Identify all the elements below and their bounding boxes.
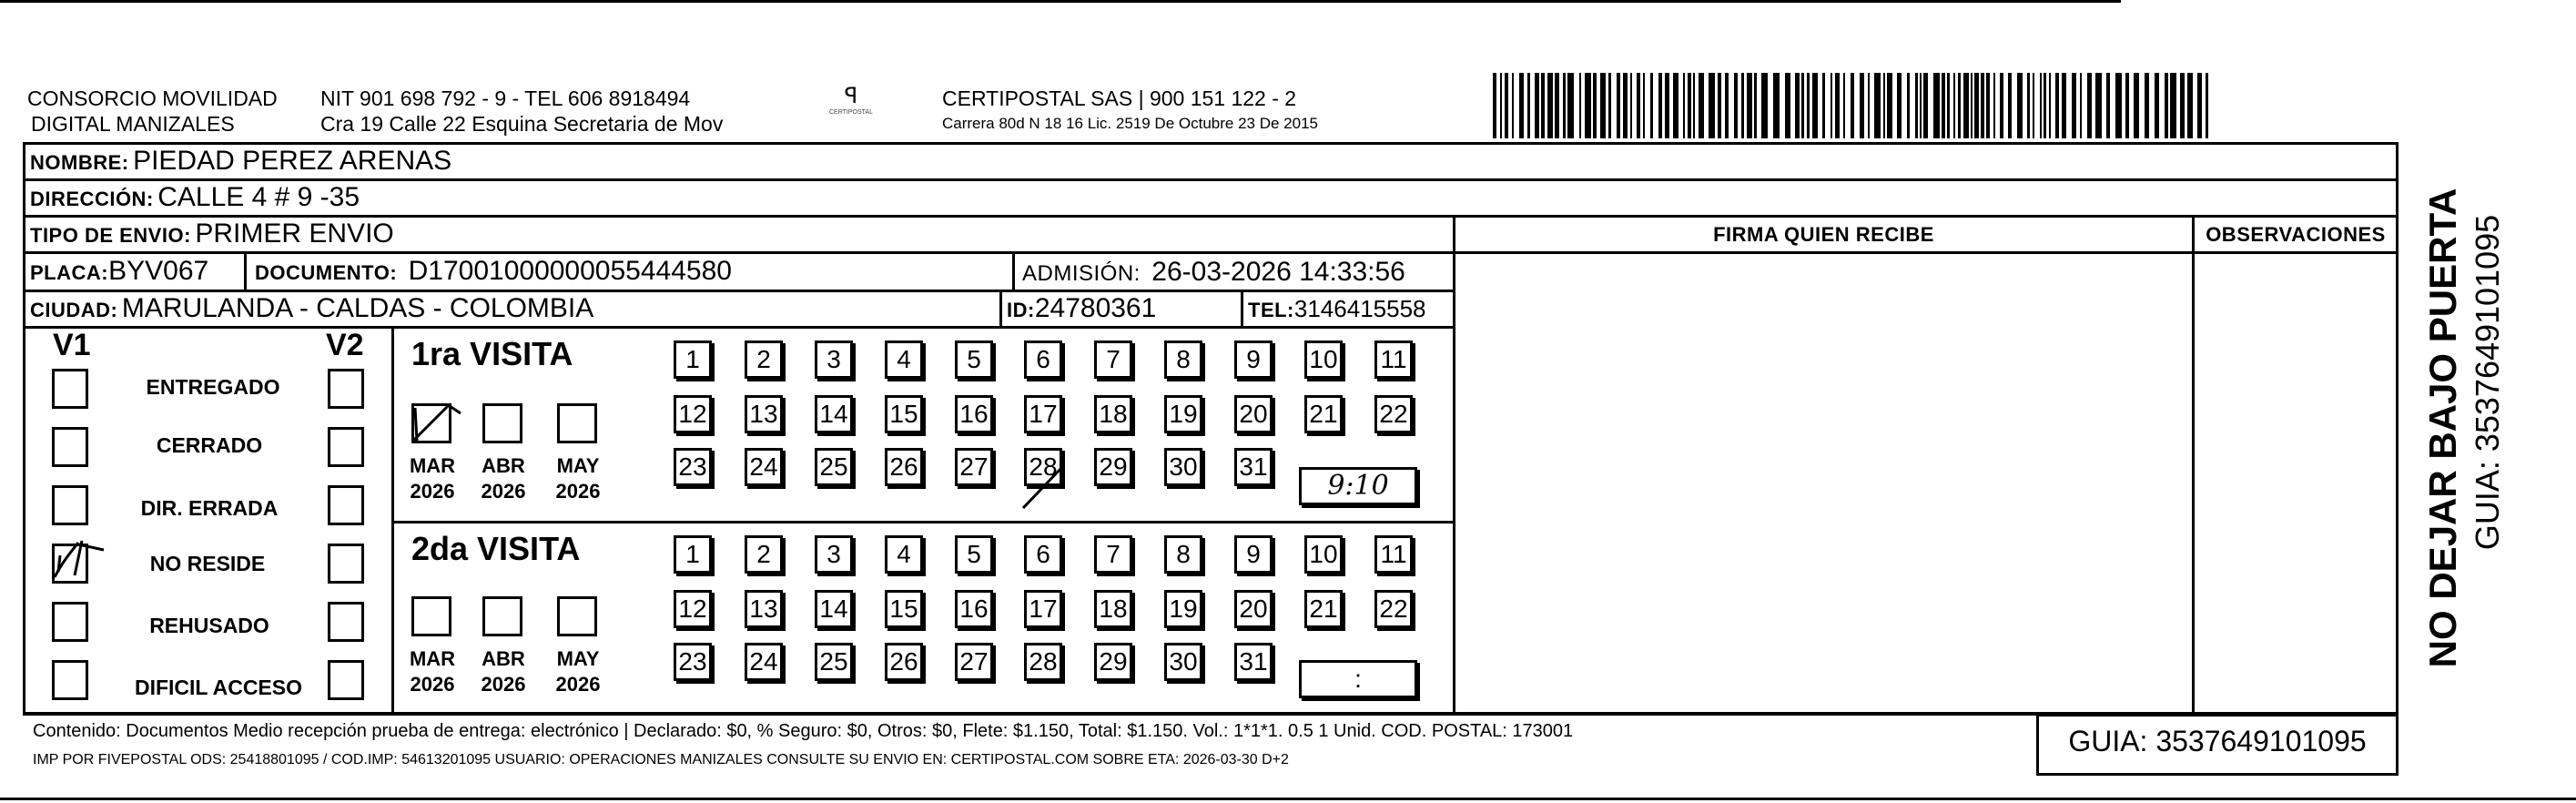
second-visit-day-16[interactable]: 16	[955, 590, 993, 628]
v1-entregado-checkbox[interactable]	[52, 369, 88, 409]
first-visit-day-16[interactable]: 16	[955, 395, 993, 433]
barcode-bar	[1725, 73, 1729, 138]
second-visit-day-20[interactable]: 20	[1234, 590, 1273, 628]
first-visit-day-7[interactable]: 7	[1094, 341, 1132, 379]
second-visit-may-checkbox[interactable]	[557, 596, 597, 636]
documento-value: D17001000000055444580	[408, 256, 732, 286]
barcode-bar	[1563, 73, 1566, 138]
barcode-bar	[1637, 73, 1640, 138]
barcode-bar	[1623, 73, 1628, 138]
second-visit-day-28[interactable]: 28	[1024, 643, 1062, 681]
ciudad-cell	[30, 291, 593, 326]
nombre-row	[30, 144, 451, 178]
barcode-bar	[2155, 73, 2159, 138]
carrier-info	[942, 86, 1452, 133]
barcode-bar	[1953, 73, 1955, 138]
second-visit-day-9[interactable]: 9	[1234, 535, 1273, 574]
first-visit-month-mar: MAR 2026	[409, 454, 456, 503]
barcode-bar	[1617, 73, 1620, 138]
v1-header: V1	[53, 328, 91, 362]
first-visit-day-6[interactable]: 6	[1024, 341, 1062, 379]
company-line-1: CONSORCIO MOVILIDAD	[27, 86, 278, 110]
barcode-bar	[1761, 73, 1768, 138]
id-cell	[1007, 291, 1156, 326]
tipo-envio-row	[30, 217, 394, 251]
v2-dificil-acceso-checkbox[interactable]	[328, 660, 364, 700]
col-line-tel	[1241, 290, 1243, 326]
firma-header	[1455, 217, 2192, 251]
barcode-bar	[1541, 73, 1545, 138]
second-visit-day-29[interactable]: 29	[1094, 643, 1132, 681]
first-visit-month-abr: ABR 2026	[481, 454, 526, 503]
first-visit-abr-checkbox[interactable]	[482, 403, 522, 443]
barcode-bar	[1795, 73, 1800, 138]
col-line-admision	[1012, 251, 1015, 290]
first-visit-day-18[interactable]: 18	[1094, 395, 1132, 433]
v1-rehusado-checkbox[interactable]	[52, 602, 88, 642]
barcode-bar	[1773, 73, 1780, 138]
second-visit-day-6[interactable]: 6	[1024, 535, 1062, 574]
first-visit-day-1[interactable]: 1	[674, 341, 712, 379]
second-visit-day-18[interactable]: 18	[1094, 590, 1132, 628]
second-visit-day-8[interactable]: 8	[1164, 535, 1202, 574]
barcode-bar	[1822, 73, 1825, 138]
first-visit-day-2[interactable]: 2	[745, 341, 783, 379]
barcode	[1493, 73, 2212, 138]
carrier-line-1: CERTIPOSTAL SAS | 900 151 122 - 2	[942, 86, 1297, 110]
first-visit-day-12[interactable]: 12	[674, 395, 712, 433]
nombre-label: NOMBRE:	[30, 151, 129, 174]
observaciones-header	[2195, 217, 2397, 251]
barcode-bar	[1754, 73, 1757, 138]
carrier-line-2: Carrera 80d N 18 16 Lic. 2519 De Octubre 23 De 2015	[942, 115, 1318, 132]
first-visit-day-31[interactable]: 31	[1234, 448, 1273, 486]
barcode-bar	[1942, 73, 1945, 138]
tipo-envio-value: PRIMER ENVIO	[195, 219, 394, 249]
tel-value: 3146415558	[1293, 295, 1426, 322]
direccion-value: CALLE 4 # 9 -35	[157, 182, 360, 212]
barcode-bar	[1812, 73, 1818, 138]
barcode-bar	[2017, 73, 2023, 138]
barcode-bar	[2180, 73, 2185, 138]
nombre-value: PIEDAD PEREZ ARENAS	[133, 146, 452, 176]
first-visit-time-box[interactable]	[1299, 467, 1417, 505]
second-visit-day-21[interactable]: 21	[1304, 590, 1343, 628]
status-cerrado: CERRADO	[156, 433, 263, 457]
first-visit-month-may: MAY 2026	[555, 454, 601, 503]
admision-label: ADMISIÓN:	[1022, 261, 1141, 286]
v1-dir-errada-checkbox[interactable]	[52, 485, 88, 525]
first-visit-day-27[interactable]: 27	[955, 448, 993, 486]
first-visit-day-29[interactable]: 29	[1094, 448, 1132, 486]
first-visit-day-26[interactable]: 26	[885, 448, 923, 486]
barcode-bar	[1851, 73, 1854, 138]
barcode-bar	[2062, 73, 2066, 138]
v1-cerrado-checkbox[interactable]	[52, 427, 88, 467]
barcode-bar	[1665, 73, 1669, 138]
company-name	[27, 86, 309, 137]
barcode-bar	[1915, 73, 1918, 138]
documento-cell	[255, 253, 732, 290]
first-visit-day-10[interactable]: 10	[1304, 341, 1343, 379]
id-value: 24780361	[1034, 293, 1157, 323]
first-visit-day-5[interactable]: 5	[955, 341, 993, 379]
barcode-bar	[1585, 73, 1591, 138]
first-visit-mar-checkmark	[406, 395, 470, 450]
first-visit-time: 9:10	[1327, 470, 1389, 502]
first-visit-day-23[interactable]: 23	[674, 448, 712, 486]
barcode-bar	[2072, 73, 2076, 138]
barcode-bar	[2040, 73, 2042, 138]
barcode-bar	[1658, 73, 1662, 138]
second-visit-day-3[interactable]: 3	[815, 535, 853, 574]
status-dir-errada: DIR. ERRADA	[140, 496, 279, 520]
barcode-bar	[2106, 73, 2110, 138]
first-visit-may-checkbox[interactable]	[557, 403, 597, 443]
barcode-bar	[2027, 73, 2030, 138]
status-dificil-acceso: DIFICIL ACCESO	[134, 676, 302, 699]
barcode-bar	[2170, 73, 2176, 138]
logo-caption: CERTIPOSTAL	[829, 109, 873, 116]
first-visit-day-30[interactable]: 30	[1164, 448, 1202, 486]
first-visit-day-24[interactable]: 24	[745, 448, 783, 486]
second-visit-time-box[interactable]	[1299, 660, 1417, 698]
v2-no-reside-checkbox[interactable]	[328, 544, 364, 584]
col-line-firma	[1453, 215, 1455, 712]
barcode-bar	[1971, 73, 1973, 138]
ciudad-value: MARULANDA - CALDAS - COLOMBIA	[121, 293, 594, 323]
firma-label: FIRMA QUIEN RECIBE	[1713, 223, 1934, 246]
barcode-bar	[2044, 73, 2046, 138]
second-visit-month-abr: ABR 2026	[481, 647, 526, 696]
v2-rehusado-checkbox[interactable]	[328, 602, 364, 642]
second-visit-day-26[interactable]: 26	[885, 643, 923, 681]
first-visit-day-21[interactable]: 21	[1304, 395, 1343, 433]
id-label: ID:	[1007, 299, 1035, 321]
second-visit-day-2[interactable]: 2	[745, 535, 783, 574]
barcode-bar	[2115, 73, 2122, 138]
barcode-bar	[1785, 73, 1790, 138]
barcode-bar	[1843, 73, 1845, 138]
barcode-bar	[2095, 73, 2102, 138]
second-visit-title: 2da VISITA	[411, 530, 581, 567]
v2-dir-errada-checkbox[interactable]	[328, 485, 364, 525]
v1-dificil-acceso-checkbox[interactable]	[52, 660, 88, 700]
barcode-bar	[1547, 73, 1553, 138]
status-rehusado: REHUSADO	[149, 614, 269, 637]
second-visit-day-10[interactable]: 10	[1304, 535, 1343, 574]
barcode-bar	[1986, 73, 1990, 138]
barcode-bar	[1874, 73, 1881, 138]
barcode-bar	[1505, 73, 1508, 138]
barcode-bar	[1807, 73, 1810, 138]
barcode-bar	[1527, 73, 1530, 138]
barcode-bar	[1734, 73, 1738, 138]
top-cut-line	[0, 0, 2121, 3]
barcode-bar	[1860, 73, 1864, 138]
barcode-bar	[2134, 73, 2139, 138]
first-visit-day-9[interactable]: 9	[1234, 341, 1273, 379]
status-no-reside: NO RESIDE	[149, 552, 266, 575]
barcode-bar	[1555, 73, 1559, 138]
v2-header: V2	[326, 328, 364, 362]
barcode-bar	[1868, 73, 1870, 138]
barcode-bar	[1535, 73, 1539, 138]
second-visit-day-23[interactable]: 23	[674, 643, 712, 681]
second-visit-mar-checkbox[interactable]	[411, 596, 451, 636]
barcode-bar	[1512, 73, 1514, 138]
second-visit-day-22[interactable]: 22	[1374, 590, 1413, 628]
second-visit-day-31[interactable]: 31	[1234, 643, 1273, 681]
barcode-bar	[1747, 73, 1752, 138]
footer-guia: GUIA: 3537649101095	[2068, 725, 2367, 757]
second-visit-day-1[interactable]: 1	[674, 535, 712, 574]
barcode-bar	[1958, 73, 1961, 138]
side-guia: GUIA: 3537649101095	[2469, 214, 2506, 551]
barcode-bar	[2000, 73, 2003, 138]
second-visit-day-27[interactable]: 27	[955, 643, 993, 681]
second-visit-month-may: MAY 2026	[555, 647, 601, 696]
barcode-bar	[1907, 73, 1910, 138]
col-line-status	[391, 326, 394, 712]
direccion-row	[30, 180, 360, 215]
second-visit-day-5[interactable]: 5	[955, 535, 993, 574]
barcode-bar	[1608, 73, 1611, 138]
barcode-bar	[2206, 73, 2208, 138]
no-dejar-bajo-puerta: NO DEJAR BAJO PUERTA	[2421, 188, 2464, 668]
barcode-bar	[1673, 73, 1678, 138]
no-reside-checkmark	[47, 535, 116, 585]
barcode-bar	[2055, 73, 2059, 138]
barcode-bar	[1741, 73, 1744, 138]
barcode-bar	[1500, 73, 1502, 138]
first-visit-day-22[interactable]: 22	[1374, 395, 1413, 433]
barcode-bar	[2125, 73, 2129, 138]
first-visit-day-11[interactable]: 11	[1374, 341, 1413, 379]
barcode-bar	[1630, 73, 1632, 138]
tipo-envio-label: TIPO DE ENVIO:	[30, 224, 191, 247]
second-visit-day-25[interactable]: 25	[815, 643, 853, 681]
second-visit-day-15[interactable]: 15	[885, 590, 923, 628]
barcode-bar	[1887, 73, 1892, 138]
logo-icon: ꟼ	[844, 84, 858, 108]
first-visit-day-17[interactable]: 17	[1024, 395, 1062, 433]
barcode-bar	[1699, 73, 1704, 138]
ciudad-label: CIUDAD:	[30, 299, 118, 321]
barcode-bar	[1947, 73, 1950, 138]
barcode-bar	[1993, 73, 1995, 138]
direccion-label: DIRECCIÓN:	[30, 188, 154, 210]
barcode-bar	[2145, 73, 2149, 138]
second-visit-day-12[interactable]: 12	[674, 590, 712, 628]
barcode-bar	[1600, 73, 1606, 138]
nit-line: NIT 901 698 792 - 9 - TEL 606 8918494	[320, 86, 691, 110]
second-visit-day-4[interactable]: 4	[885, 535, 923, 574]
barcode-bar	[1519, 73, 1524, 138]
barcode-bar	[2049, 73, 2051, 138]
first-visit-day-3[interactable]: 3	[815, 341, 853, 379]
first-visit-day-20[interactable]: 20	[1234, 395, 1273, 433]
barcode-bar	[1688, 73, 1691, 138]
row-line-1	[23, 178, 2399, 181]
barcode-bar	[1567, 73, 1574, 138]
barcode-bar	[1883, 73, 1885, 138]
first-visit-day-4[interactable]: 4	[885, 341, 923, 379]
barcode-bar	[1579, 73, 1581, 138]
barcode-bar	[2080, 73, 2082, 138]
placa-cell	[30, 253, 208, 290]
company-line-2: DIGITAL MANIZALES	[31, 112, 235, 136]
footer-imp: IMP POR FIVEPOSTAL ODS: 25418801095 / COD.IMP: 54613201095 USUARIO: OPERACIONES MANIZALES CONSULTE SU ENVIO EN: CERTIPOSTAL.COM SOBRE ETA: 2026-03-30 D+2	[33, 752, 1289, 767]
bottom-cut-line	[0, 798, 2576, 800]
barcode-bar	[1981, 73, 1984, 138]
first-visit-title: 1ra VISITA	[411, 335, 573, 372]
second-visit-time: :	[1354, 665, 1362, 693]
row-line-5	[23, 326, 1454, 329]
second-visit-month-mar: MAR 2026	[409, 647, 456, 696]
barcode-bar	[2165, 73, 2168, 138]
tel-label: TEL:	[1248, 299, 1294, 321]
first-visit-day-28[interactable]: 28	[1024, 448, 1062, 486]
second-visit-day-7[interactable]: 7	[1094, 535, 1132, 574]
certipostal-logo	[806, 86, 897, 118]
company-info	[320, 86, 794, 137]
barcode-bar	[2187, 73, 2193, 138]
barcode-bar	[1718, 73, 1721, 138]
v2-cerrado-checkbox[interactable]	[328, 427, 364, 467]
barcode-bar	[1650, 73, 1653, 138]
barcode-bar	[1683, 73, 1685, 138]
barcode-bar	[2197, 73, 2202, 138]
second-visit-day-14[interactable]: 14	[815, 590, 853, 628]
barcode-bar	[2008, 73, 2012, 138]
col-line-id	[999, 290, 1002, 326]
barcode-bar	[1709, 73, 1715, 138]
barcode-bar	[1897, 73, 1902, 138]
barcode-bar	[1493, 73, 1496, 138]
second-visit-day-17[interactable]: 17	[1024, 590, 1062, 628]
address-line: Cra 19 Calle 22 Esquina Secretaria de Mov	[320, 112, 724, 136]
first-visit-day-25[interactable]: 25	[815, 448, 853, 486]
admision-value: 26-03-2026 14:33:56	[1151, 257, 1405, 287]
barcode-bar	[1801, 73, 1804, 138]
placa-value: BYV067	[108, 256, 209, 286]
barcode-bar	[2033, 73, 2034, 138]
documento-label: DOCUMENTO:	[255, 261, 398, 284]
barcode-bar	[1974, 73, 1979, 138]
v2-entregado-checkbox[interactable]	[328, 369, 364, 409]
status-entregado: ENTREGADO	[146, 375, 280, 399]
col-line-placa	[244, 251, 247, 290]
col-line-obs	[2192, 215, 2195, 712]
placa-label: PLACA:	[30, 261, 109, 284]
barcode-bar	[1643, 73, 1645, 138]
barcode-bar	[2087, 73, 2092, 138]
barcode-bar	[1933, 73, 1940, 138]
first-visit-day-14[interactable]: 14	[815, 395, 853, 433]
barcode-bar	[1835, 73, 1840, 138]
tel-cell	[1248, 291, 1426, 326]
footer-contenido: Contenido: Documentos Medio recepción prueba de entrega: electrónico | Declarado: $0, % Seguro: $0, Otros: $0, Flete: $1.150, Total: $1.150. Vol.: 1*1*1. 0.5 1 Unid. COD. POSTAL: 173001	[33, 721, 1574, 741]
first-visit-day-15[interactable]: 15	[885, 395, 923, 433]
second-visit-day-19[interactable]: 19	[1164, 590, 1202, 628]
barcode-bar	[1920, 73, 1922, 138]
second-visit-day-24[interactable]: 24	[745, 643, 783, 681]
barcode-bar	[1593, 73, 1597, 138]
visit-divider	[391, 521, 1454, 523]
admision-cell	[1022, 253, 1405, 290]
barcode-bar	[1963, 73, 1969, 138]
observaciones-label: OBSERVACIONES	[2206, 223, 2386, 246]
barcode-bar	[1923, 73, 1928, 138]
barcode-bar	[1693, 73, 1695, 138]
first-visit-day-13[interactable]: 13	[745, 395, 783, 433]
second-visit-day-30[interactable]: 30	[1164, 643, 1202, 681]
second-visit-day-11[interactable]: 11	[1374, 535, 1413, 574]
second-visit-day-13[interactable]: 13	[745, 590, 783, 628]
barcode-bar	[1831, 73, 1832, 138]
first-visit-day-8[interactable]: 8	[1164, 341, 1202, 379]
first-visit-day-19[interactable]: 19	[1164, 395, 1202, 433]
second-visit-abr-checkbox[interactable]	[482, 596, 522, 636]
